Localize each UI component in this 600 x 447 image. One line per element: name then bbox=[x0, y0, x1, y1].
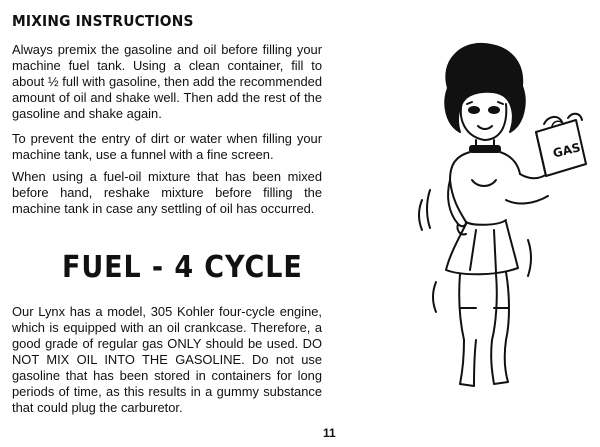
fuel-paragraph: Our Lynx has a model, 305 Kohler four-cycle engine, which is equipped with an oil crankcase. Therefore, a good grade of regular gas ONLY should be used. DO NOT MIX OIL INTO THE GASOLINE. Do not use gasoline that has been stored in containers for long periods of time, as this results in a gummy substance that could plug the carburetor. bbox=[12, 304, 322, 415]
mixing-paragraph-reshake: When using a fuel-oil mixture that has been mixed before hand, reshake mixture before filling the machine tank in case any settling of oil has occurred. bbox=[12, 169, 322, 216]
mixing-instructions-heading: MIXING INSTRUCTIONS bbox=[12, 12, 194, 30]
page-number: 11 bbox=[323, 426, 336, 440]
gas-can-label: GAS bbox=[551, 140, 582, 161]
mixing-paragraph-funnel: To prevent the entry of dirt or water when filling your machine tank, use a funnel with a fine screen. bbox=[12, 131, 322, 162]
fuel-4-cycle-heading: FUEL - 4 CYCLE bbox=[62, 250, 303, 285]
woman-holding-gas-can-illustration bbox=[400, 40, 590, 390]
mixing-paragraph-premix: Always premix the gasoline and oil before filling your machine fuel tank. Using a clean container, fill to about ½ full with gasoline, then add the recommended amount of oil and shake well. Then add the rest of the gasoline and shake again. bbox=[12, 42, 322, 121]
